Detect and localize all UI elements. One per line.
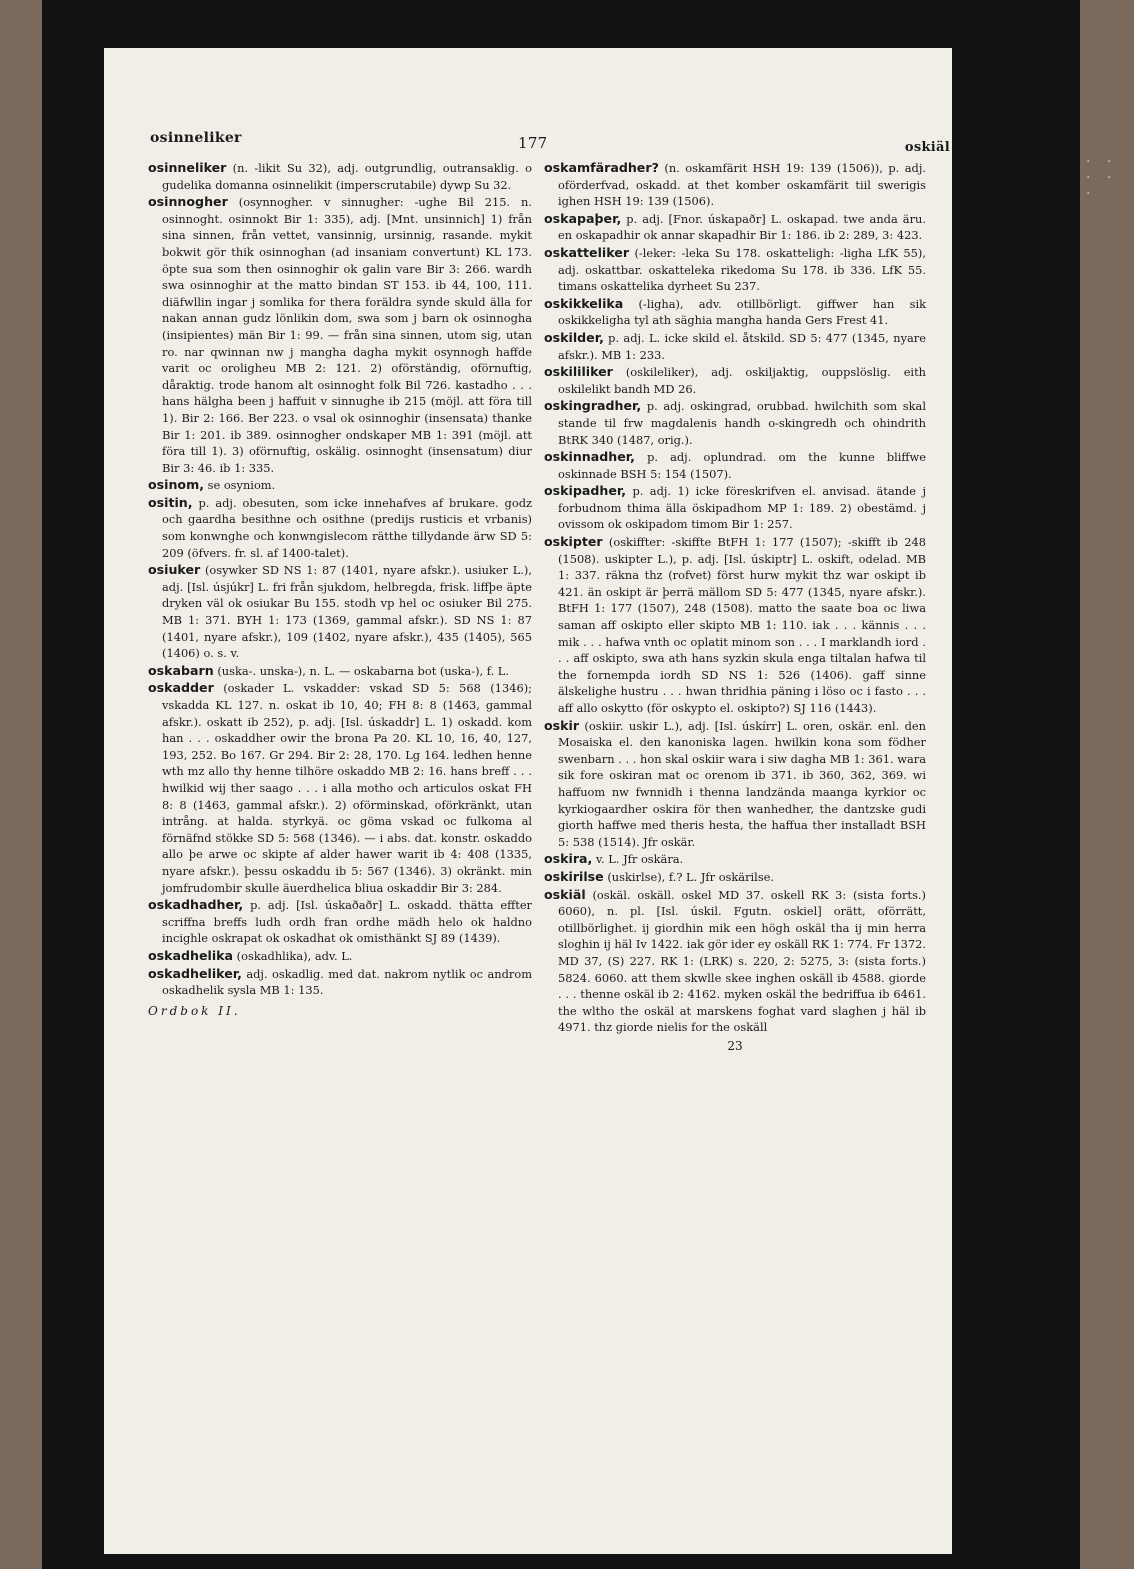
entry-text: (-leker: -leka Su 178. oskatteligh: -ligha LfK 55), adj. oskattbar. oskatteleka rikedoma Su 178. ib 336. LfK 55. timans oskattelika dyrheet Su 237. [558,245,926,294]
entry-text: (uska-. unska-), n. L. — oskabarna bot (uska-), f. L. [213,663,509,678]
headword: oskapaþer, [544,210,622,226]
headword: oskikkelika [544,295,624,311]
headword: oskilder, [544,329,604,345]
headword: oskabarn [148,662,214,678]
dictionary-entry [544,851,926,868]
headword: oskipadher, [544,483,627,499]
dictionary-entry [544,211,926,244]
dictionary-entry [148,160,532,193]
headword: oskingradher, [544,398,642,414]
dictionary-entry [148,680,532,896]
dictionary-entry [148,562,532,662]
dictionary-entry [544,296,926,329]
dictionary-entry [148,663,532,680]
entry-text: (oskiir. uskir L.), adj. [Isl. úskírr] L. oren, oskär. enl. den Mosaiska el. den kanoniska lagen. hwilkin kona som födher swenbarn . . . hon skal oskiir wara i siw dagha MB 1: 361. wara sik fore oskiran mat oc orenom ib 371. ib 360, 362, 369. wi haffuom nw fwnnidh i thenna landzända maanga kyrkior oc kyrkiogaardher oskira för then wanhedher, the dantzske gudi giorth haffwe med theris hesta, the haffua ther installadt BSH 5: 538 (1514). Jfr oskär. [558,718,926,849]
dictionary-entry [544,330,926,363]
headword: osinom, [148,477,204,493]
dictionary-entry [148,477,532,494]
headword: oskinnadher, [544,449,635,465]
entry-text: (oskäl. oskäll. oskel MD 37. oskell RK 3: (sista forts.) 6060), n. pl. [Isl. úskil. Fgutn. oskiel] orätt, oförrätt, otillbörlighet. ij giordhin mik een högh oskäl tha ij min herra sloghin ij häl Iv 1422. iak gör ider ey oskäll RK 1: 774. Fr 1372. MD 37, (S) 227. RK 1: (LRK) s. 220, 2: 5275, 3: (sista forts.) 5824. 6060. att them skwlle skee inghen oskäll ib 4588. giorde . . . thenne oskäl ib 2: 4162. myken oskäl the bedriffua ib 6461. the wltho the oskäl at marskens foghat vard slaghen j häl ib 4971. thz giorde nielis for the oskäll [558,887,926,1035]
dictionary-page [104,48,952,1554]
entry-text: p. adj. obesuten, som icke innehafves af brukare. godz och gaardha besithne och osithne (predijs rusticis et vrbanis) som konwnghe och konwngislecom rätthe tillydande ärw SD 5: 209 (öfvers. fr. sl. af 1400-talet). [162,495,532,560]
dictionary-entry [544,160,926,210]
headword: oskadheliker, [148,965,242,981]
dictionary-entry [148,948,532,965]
scan-border [42,0,1080,1569]
headword: oskir [544,717,580,733]
dictionary-entry [544,869,926,886]
entry-text: p. adj. oskingrad, orubbad. hwilchith som skal stande til frw magdalenis handh o-skingredh och ohindrith BtRK 340 (1487, orig.). [558,399,926,447]
running-head-right: oskiäl [904,140,950,155]
entry-text: p. adj. oplundrad. om the kunne bliffwe oskinnade BSH 5: 154 (1507). [558,450,926,481]
headword: oskiäl [544,886,586,902]
dictionary-entry [544,534,926,717]
dictionary-entry [544,364,926,397]
headword: oskililiker [544,364,613,380]
entry-text: (oskileliker), adj. oskiljaktig, ouppslöslig. eith oskilelikt bandh MD 26. [558,365,926,396]
headword: osinneliker [148,160,227,175]
dictionary-entry [148,966,532,999]
dictionary-entry [544,398,926,448]
dictionary-entry [544,483,926,533]
dictionary-entry [544,887,926,1036]
entry-text: (osynnogher. v sinnugher: -ughe Bil 215. n. osinnoght. osinnokt Bir 1: 335), adj. [Mnt. unsinnich] 1) från sina sinnen, från vettet, vansinnig, ursinnig, rasande. mykit bokwit gör thik osinnoghan (ad insaniam convertunt) KL 173. öpte sua som then osinnoghir ok galin vare Bir 3: 266. wardh swa osinnoghir at the matto bindan ST 153. ib 44, 100, 111. diäfwllin ingar j somlika for thera foräldra synde skuld älla for nakan annan gudz lönlikin dom, swa som j barn ok osinnogha (insipientes) män Bir 1: 99. — från sina sinnen, utom sig, utan ro. nar qwinnan nw j mangha dagha mykit osynnogh haffde varit oc oroligheu MB 2: 121. 2) oförständig, oförnuftig, dåraktig. trode hanom alt osinnoght folk Bil 726. kastadho . . . hans hälgha been j haffuit v sinnughe ib 215 (möjl. att föra till 1). Bir 2: 166. Ber 223. o vsal ok osinnoghir (insensata) thanke Bir 1: 201. ib 389. osinnogher ondskaper MB 1: 391 (möjl. att föra till 1). 3) oförnuftig, oskälig. osinnoght (insensatum) diur Bir 3: 46. ib 1: 335. [162,195,532,475]
dictionary-entry [544,718,926,851]
entry-text: se osyniom. [204,478,276,493]
headword: ositin, [148,494,193,510]
right-column [544,160,926,1054]
headword: oskirilse [544,868,604,884]
headword: oskadder [148,680,214,696]
entry-text: (uskirlse), f.? L. Jfr oskärilse. [603,869,775,884]
dictionary-entry [148,495,532,561]
headword: oskatteliker [544,244,630,260]
entry-text: adj. oskadlig. med dat. nakrom nytlik oc androm oskadhelik sysla MB 1: 135. [162,966,532,998]
headword: oskipter [544,534,603,550]
headword: oskira, [544,851,593,867]
entry-text: (n. oskamfärit HSH 19: 139 (1506)), p. adj. oförderfvad, oskadd. at thet komber oskamfärit tiil swerigis ighen HSH 19: 139 (1506). [558,161,926,209]
dictionary-entry [148,897,532,947]
headword: oskadhelika [148,947,234,963]
headword: osinnogher [148,194,228,210]
entry-text: (oskadhlika), adv. L. [233,948,353,963]
entry-text: (osywker SD NS 1: 87 (1401, nyare afskr.). usiuker L.), adj. [Isl. úsjúkr] L. fri från sjukdom, helbregda, frisk. liffþe äpte dryken väl ok osiukar Bu 155. stodh vp hel oc osiuker Bil 275. MB 1: 371. BYH 1: 173 (1369, gammal afskr.). SD NS 1: 87 (1401, nyare afskr.), 109 (1402, nyare afskr.), 435 (1405), 565 (1406) o. s. v. [162,563,532,661]
left-column [148,160,532,1019]
running-head-left: osinneliker [150,130,242,146]
entry-text: (n. -likit Su 32), adj. outgrundlig, outransaklig. o gudelika domanna osinnelikit (imperscrutabile) dywp Su 32. [162,161,532,192]
entry-text: (oskader L. vskadder: vskad SD 5: 568 (1346); vskadda KL 127. n. oskat ib 10, 40; FH 8: 8 (1463, gammal afskr.). oskatt ib 252), p. adj. [Isl. úskaddr] L. 1) oskadd. kom han . . . oskaddher owir the brona Pa 20. KL 10, 16, 40, 127, 193, 252. Bo 167. Gr 294. Bir 2: 28, 170. Lg 164. ledhen henne wth mz allo thy henne tilhöre oskaddo MB 2: 16. hans breff . . . hwilkid wij ther saago . . . i alla motho och articulos oskat FH 8: 8 (1463, gammal afskr.). 2) oförminskad, oförkränkt, utan intrång. at halda. styrkyä. oc göma vskad oc fulkoma al förnäfnd stökke SD 5: 568 (1346). — i abs. dat. konstr. oskaddo allo þe arwe oc skipte af alder hawer warit ib 4: 408 (1335, nyare afskr.). þessu oskaddu ib 5: 567 (1346). 3) okränkt. min jomfrudombir skulle äuerdhelica bliua oskaddir Bir 3: 284. [162,681,532,895]
headword: osiuker [148,562,201,578]
headword: oskadhadher, [148,897,244,913]
dictionary-entry [148,194,532,476]
dictionary-entry [544,449,926,482]
entry-text: v. L. Jfr oskära. [592,852,684,867]
entry-text: (-ligha), adv. otillbörligt. giffwer han sik oskikkeligha tyl ath säghia mangha handa Gers Frest 41. [558,296,926,328]
signature-mark: Ordbok II. [148,1003,241,1018]
entry-text: p. adj. 1) icke föreskrifven el. anvisad. ätande j forbudnom thima älla öskipadhom MP 1: 189. 2) obestämd. j ovissom ok oskipadom timom Bir 1: 257. [558,484,926,532]
margin-dots: · · · · · [1086,154,1118,202]
dictionary-entry [544,245,926,295]
entry-text: p. adj. [Fnor. úskapaðr] L. oskapad. twe anda äru. en oskapadhir ok annar skapadhir Bir 1: 186. ib 2: 289, 3: 423. [558,211,926,243]
entry-text: p. adj. [Isl. úskaðaðr] L. oskadd. thätta effter scriffna breffs ludh ordh fran ordhe mädh helo ok haldno incighle oskrapat ok oskadhat ok omisthänkt SJ 89 (1439). [162,898,532,946]
headword: oskamfäradher? [544,160,659,175]
page-number: 177 [518,134,548,152]
entry-text: p. adj. L. icke skild el. åtskild. SD 5: 477 (1345, nyare afskr.). MB 1: 233. [558,330,926,362]
signature-number: 23 [727,1038,743,1053]
entry-text: (oskiffter: -skiffte BtFH 1: 177 (1507); -skifft ib 248 (1508). uskipter L.), p. adj. [Isl. úskiptr] L. oskift, odelad. MB 1: 337. räkna thz (rofvet) först hurw mykit thz war oskipt ib 421. än oskipt är þerrä mällom SD 5: 477 (1345, nyare afskr.). BtFH 1: 177 (1507), 248 (1508). matto the saate boa oc liwa saman aff oskipto eller skipto MB 1: 110. iak . . . kännis . . . mik . . . hafwa vnth oc oplatit minom son . . . I marklandh iord . . . aff oskipto, swa ath hans syzkin skula enga tiltalan hafwa til the fornempda iordh SD NS 1: 526 (1406). gaff sinne älskelighe hustru . . . hwan thridhia päning i löso oc i fasto . . . aff allo oskytto (för oskypto el. oskipto?) SJ 116 (1443). [558,535,926,715]
